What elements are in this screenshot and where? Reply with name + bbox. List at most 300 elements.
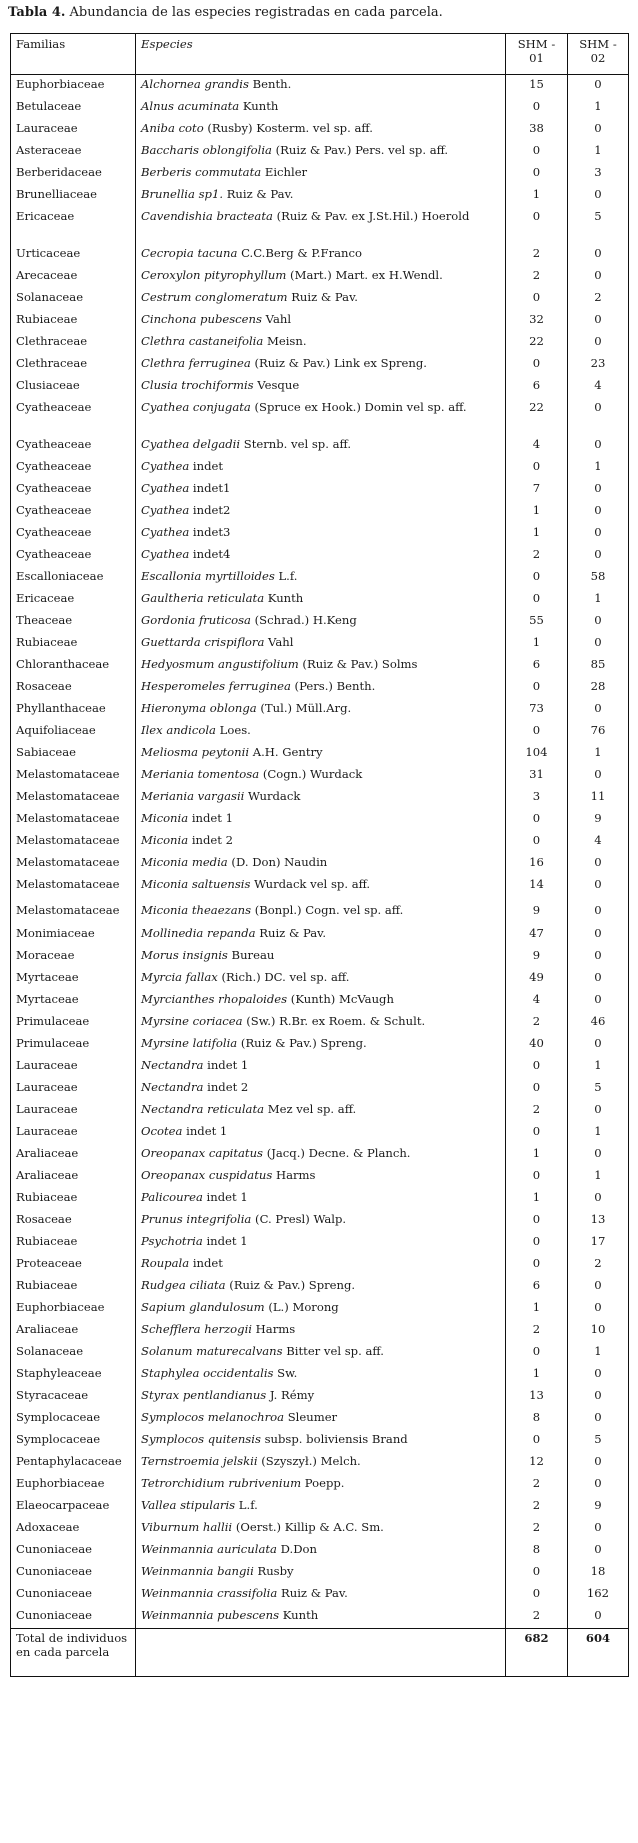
plot2-count: 0 [568,185,629,207]
plot1-count: 47 [506,924,568,946]
plot2-count: 0 [568,968,629,990]
plot2-count: 0 [568,1298,629,1320]
plot1-count: 8 [506,1540,568,1562]
table-row [11,809,629,831]
species-name: Baccharis oblongifolia [141,143,272,157]
plot1-count: 8 [506,1408,568,1430]
plot1-count: 16 [506,853,568,875]
family-cell: Rubiaceae [11,1276,136,1298]
plot2-count: 76 [568,721,629,743]
plot1-count: 104 [506,743,568,765]
species-authority: Ruiz & Pav. [287,290,358,304]
species-cell [136,185,506,207]
family-cell: Araliaceae [11,1320,136,1342]
species-cell [136,398,506,435]
species-authority: indet 1 [202,1234,248,1248]
family-cell: Cyatheaceae [11,398,136,435]
family-cell: Primulaceae [11,1012,136,1034]
plot1-count: 3 [506,787,568,809]
species-authority: indet4 [189,547,231,561]
species-authority: (Ruiz & Pav. ex J.St.Hil.) Hoerold [272,209,470,223]
family-cell: Staphyleaceae [11,1364,136,1386]
table-row [11,1496,629,1518]
plot1-count: 2 [506,1012,568,1034]
plot2-count: 0 [568,1474,629,1496]
table-row [11,633,629,655]
table-row [11,1166,629,1188]
plot2-count: 2 [568,288,629,310]
species-cell [136,457,506,479]
family-cell: Symplocaceae [11,1430,136,1452]
species-name: Hesperomeles ferruginea [141,679,291,693]
plot2-count: 0 [568,853,629,875]
species-authority: indet [189,1256,223,1270]
species-authority: (Kunth) McVaugh [287,992,394,1006]
table-row [11,97,629,119]
plot2-count: 0 [568,1606,629,1629]
family-cell: Theaceae [11,611,136,633]
species-authority: Benth. [248,77,292,91]
species-cell [136,1364,506,1386]
species-authority: Sleumer [284,1410,338,1424]
plot2-count: 0 [568,501,629,523]
family-cell: Euphorbiaceae [11,1298,136,1320]
family-cell: Ericaceae [11,589,136,611]
table-row [11,1606,629,1629]
species-name: Nectandra reticulata [141,1102,265,1116]
plot2-count: 5 [568,207,629,244]
species-abundance-table [10,33,629,1677]
plot2-count: 0 [568,1100,629,1122]
plot1-count: 0 [506,1056,568,1078]
species-name: Weinmannia auriculata [141,1542,277,1556]
family-cell: Styracaceae [11,1386,136,1408]
family-cell: Urticaceae [11,244,136,266]
species-authority: Eichler [261,165,308,179]
family-cell: Melastomataceae [11,897,136,924]
plot1-count: 0 [506,589,568,611]
plot2-count: 0 [568,119,629,141]
species-cell [136,244,506,266]
plot2-count: 0 [568,266,629,288]
species-cell [136,968,506,990]
species-name: Myrsine latifolia [141,1036,238,1050]
plot1-count: 0 [506,831,568,853]
species-authority: (Cogn.) Wurdack [259,767,363,781]
species-name: Miconia saltuensis [141,877,251,891]
species-cell [136,567,506,589]
plot2-count: 0 [568,699,629,721]
family-cell: Cyatheaceae [11,501,136,523]
table-row [11,266,629,288]
species-cell [136,332,506,354]
family-cell: Melastomataceae [11,787,136,809]
species-authority: indet 1 [202,1190,248,1204]
plot1-count: 55 [506,611,568,633]
family-cell: Clethraceae [11,354,136,376]
species-name: Myrcia fallax [141,970,218,984]
plot2-count: 0 [568,523,629,545]
table-caption [8,5,443,20]
species-authority: Loes. [215,723,251,737]
plot1-count: 4 [506,990,568,1012]
plot1-count: 1 [506,1144,568,1166]
species-authority: L.f. [274,569,298,583]
species-name: Oreopanax cuspidatus [141,1168,273,1182]
species-authority: Vesque [253,378,300,392]
table-row [11,310,629,332]
species-cell [136,1320,506,1342]
species-name: Styrax pentlandianus [141,1388,267,1402]
species-cell [136,1144,506,1166]
plot2-count: 4 [568,831,629,853]
family-cell: Brunelliaceae [11,185,136,207]
table-row [11,398,629,435]
species-authority: C.C.Berg & P.Franco [237,246,362,260]
species-name: Schefflera herzogii [141,1322,252,1336]
table-row [11,1100,629,1122]
plot1-count: 4 [506,435,568,457]
species-name: Symplocos quitensis [141,1432,261,1446]
caption-label: Tabla 4. [8,5,66,20]
species-authority: indet 1 [182,1124,228,1138]
plot2-count: 0 [568,1188,629,1210]
plot1-count: 2 [506,266,568,288]
plot1-count: 14 [506,875,568,897]
plot1-count: 1 [506,633,568,655]
species-name: Clethra castaneifolia [141,334,264,348]
species-authority: indet 1 [203,1058,249,1072]
species-authority: Kunth [239,99,279,113]
plot1-count: 22 [506,332,568,354]
table-body [11,75,629,1629]
plot1-count: 1 [506,185,568,207]
species-cell [136,699,506,721]
table-row [11,897,629,924]
header-plot2: SHM - 02 [568,34,629,75]
plot1-count: 0 [506,1430,568,1452]
family-cell: Melastomataceae [11,765,136,787]
table-row [11,1122,629,1144]
table-row [11,1584,629,1606]
plot2-count: 162 [568,1584,629,1606]
family-cell: Rubiaceae [11,633,136,655]
family-cell: Pentaphylacaceae [11,1452,136,1474]
species-cell [136,1210,506,1232]
family-cell: Cunoniaceae [11,1540,136,1562]
plot1-count: 1 [506,501,568,523]
species-name: Cyathea conjugata [141,400,251,414]
plot1-count: 6 [506,376,568,398]
plot1-count: 6 [506,655,568,677]
species-authority: indet [189,459,224,473]
species-authority: (Oerst.) Killip & A.C. Sm. [232,1520,384,1534]
family-cell: Rosaceae [11,677,136,699]
plot2-count: 0 [568,1452,629,1474]
plot1-count: 2 [506,1518,568,1540]
plot2-count: 23 [568,354,629,376]
species-cell [136,266,506,288]
family-cell: Solanaceae [11,1342,136,1364]
species-cell [136,589,506,611]
species-authority: (Schrad.) H.Keng [250,613,357,627]
species-authority: (D. Don) Naudin [227,855,328,869]
plot2-count: 0 [568,1518,629,1540]
plot1-count: 0 [506,1232,568,1254]
plot1-count: 1 [506,1298,568,1320]
species-name: Cyathea [141,547,190,561]
plot1-count: 0 [506,354,568,376]
plot2-count: 1 [568,1166,629,1188]
table-row [11,968,629,990]
plot1-count: 31 [506,765,568,787]
family-cell: Melastomataceae [11,875,136,897]
family-cell: Berberidaceae [11,163,136,185]
species-cell [136,946,506,968]
species-cell [136,310,506,332]
plot1-count: 7 [506,479,568,501]
species-authority: indet 2 [188,833,234,847]
family-cell: Monimiaceae [11,924,136,946]
plot1-count: 2 [506,1474,568,1496]
plot2-count: 11 [568,787,629,809]
plot2-count: 0 [568,310,629,332]
species-cell [136,1606,506,1629]
family-cell: Cyatheaceae [11,435,136,457]
species-name: Weinmannia pubescens [141,1608,280,1622]
family-cell: Aquifoliaceae [11,721,136,743]
species-authority: (Ruiz & Pav.) Spreng. [237,1036,367,1050]
species-authority: (Ruiz & Pav.) Pers. vel sp. aff. [271,143,449,157]
species-name: Morus insignis [141,948,228,962]
plot2-count: 0 [568,633,629,655]
species-cell [136,1034,506,1056]
species-name: Clusia trochiformis [141,378,254,392]
family-cell: Primulaceae [11,1034,136,1056]
header-species-label: Especies [141,37,193,51]
table-row [11,1144,629,1166]
family-cell: Ericaceae [11,207,136,244]
family-cell: Rubiaceae [11,1232,136,1254]
species-authority: A.H. Gentry [249,745,323,759]
species-cell [136,435,506,457]
plot1-count: 1 [506,1364,568,1386]
table-row [11,1518,629,1540]
family-cell: Euphorbiaceae [11,75,136,98]
family-cell: Solanaceae [11,288,136,310]
table-row [11,1386,629,1408]
table-row [11,1408,629,1430]
table-row [11,990,629,1012]
species-authority: indet1 [189,481,231,495]
species-cell [136,1012,506,1034]
table-row [11,332,629,354]
species-cell [136,1188,506,1210]
species-authority: Rusby [253,1564,294,1578]
species-cell [136,1056,506,1078]
species-name: Cyathea delgadii [141,437,241,451]
plot2-count: 1 [568,1122,629,1144]
table-row [11,288,629,310]
species-name: Staphylea occidentalis [141,1366,274,1380]
table-row [11,589,629,611]
plot2-count: 0 [568,924,629,946]
total-plot1: 682 [506,1629,568,1677]
species-authority: Poepp. [301,1476,345,1490]
species-authority: (C. Presl) Walp. [251,1212,347,1226]
species-cell [136,207,506,244]
plot1-count: 32 [506,310,568,332]
species-name: Cyathea [141,481,190,495]
plot2-count: 0 [568,946,629,968]
table-row [11,376,629,398]
plot1-count: 2 [506,244,568,266]
species-name: Meriania vargasii [141,789,245,803]
plot2-count: 28 [568,677,629,699]
species-cell [136,677,506,699]
species-cell [136,1078,506,1100]
plot2-count: 1 [568,97,629,119]
species-authority: Kunth [264,591,304,605]
plot2-count: 0 [568,765,629,787]
table-row [11,163,629,185]
family-cell: Moraceae [11,946,136,968]
family-cell: Clusiaceae [11,376,136,398]
species-name: Weinmannia bangii [141,1564,254,1578]
species-cell [136,787,506,809]
plot1-count: 0 [506,721,568,743]
plot1-count: 0 [506,288,568,310]
table-row [11,545,629,567]
species-authority: (Rich.) DC. vel sp. aff. [217,970,350,984]
species-cell [136,97,506,119]
family-cell: Cunoniaceae [11,1562,136,1584]
family-cell: Arecaceae [11,266,136,288]
plot2-count: 0 [568,1386,629,1408]
plot2-count: 0 [568,545,629,567]
species-name: Vallea stipularis [141,1498,236,1512]
plot2-count: 4 [568,376,629,398]
species-cell [136,1562,506,1584]
species-authority: (Tul.) Müll.Arg. [256,701,352,715]
species-name: Tetrorchidium rubrivenium [141,1476,302,1490]
family-cell: Cyatheaceae [11,457,136,479]
species-name: Ocotea [141,1124,183,1138]
table-row [11,721,629,743]
species-cell [136,1342,506,1364]
plot1-count: 0 [506,1122,568,1144]
table-row [11,699,629,721]
species-authority: Mez vel sp. aff. [264,1102,357,1116]
species-authority: (Spruce ex Hook.) Domin vel sp. aff. [250,400,467,414]
table-row [11,354,629,376]
species-name: Cecropia tacuna [141,246,238,260]
plot1-count: 0 [506,567,568,589]
species-cell [136,501,506,523]
plot2-count: 0 [568,1276,629,1298]
plot2-count: 0 [568,479,629,501]
plot1-count: 22 [506,398,568,435]
species-authority: (Bonpl.) Cogn. vel sp. aff. [251,903,404,917]
table-row [11,479,629,501]
species-name: Solanum maturecalvans [141,1344,283,1358]
species-cell [136,1100,506,1122]
species-authority: Ruiz & Pav. [223,187,294,201]
plot2-count: 0 [568,244,629,266]
plot1-count: 0 [506,1166,568,1188]
family-cell: Lauraceae [11,1100,136,1122]
species-name: Clethra ferruginea [141,356,251,370]
table-row [11,787,629,809]
plot1-count: 13 [506,1386,568,1408]
table-row [11,1320,629,1342]
plot1-count: 0 [506,809,568,831]
species-cell [136,924,506,946]
table-row [11,1474,629,1496]
plot1-count: 0 [506,1584,568,1606]
table-row [11,677,629,699]
species-name: Cyathea [141,503,190,517]
species-authority: Harms [252,1322,296,1336]
species-cell [136,809,506,831]
plot1-count: 0 [506,677,568,699]
species-cell [136,75,506,98]
species-name: Myrcianthes rhopaloides [141,992,288,1006]
plot1-count: 2 [506,1496,568,1518]
plot1-count: 2 [506,1606,568,1629]
plot1-count: 73 [506,699,568,721]
plot2-count: 1 [568,589,629,611]
species-authority: (L.) Morong [264,1300,339,1314]
species-cell [136,853,506,875]
species-name: Nectandra [141,1080,204,1094]
total-row [11,1629,629,1677]
species-cell [136,990,506,1012]
species-cell [136,1232,506,1254]
family-cell: Sabiaceae [11,743,136,765]
species-authority: (Sw.) R.Br. ex Roem. & Schult. [242,1014,426,1028]
species-authority: Wurdack vel sp. aff. [250,877,371,891]
plot2-count: 0 [568,1144,629,1166]
species-authority: (Ruiz & Pav.) Link ex Spreng. [250,356,427,370]
plot2-count: 0 [568,332,629,354]
plot1-count: 0 [506,1210,568,1232]
family-cell: Myrtaceae [11,968,136,990]
species-name: Guettarda crispiflora [141,635,265,649]
table-row [11,875,629,897]
table-row [11,946,629,968]
family-cell: Cyatheaceae [11,523,136,545]
table-row [11,1232,629,1254]
family-cell: Betulaceae [11,97,136,119]
family-cell: Chloranthaceae [11,655,136,677]
plot2-count: 1 [568,141,629,163]
species-name: Cyathea [141,525,190,539]
family-cell: Rubiaceae [11,1188,136,1210]
family-cell: Araliaceae [11,1166,136,1188]
species-cell [136,1540,506,1562]
plot1-count: 0 [506,207,568,244]
table-row [11,141,629,163]
species-name: Escallonia myrtilloides [141,569,275,583]
species-authority: Ruiz & Pav. [255,926,327,940]
table-row [11,1276,629,1298]
plot2-count: 0 [568,897,629,924]
species-name: Cinchona pubescens [141,312,262,326]
plot1-count: 0 [506,141,568,163]
table-row [11,119,629,141]
family-cell: Asteraceae [11,141,136,163]
